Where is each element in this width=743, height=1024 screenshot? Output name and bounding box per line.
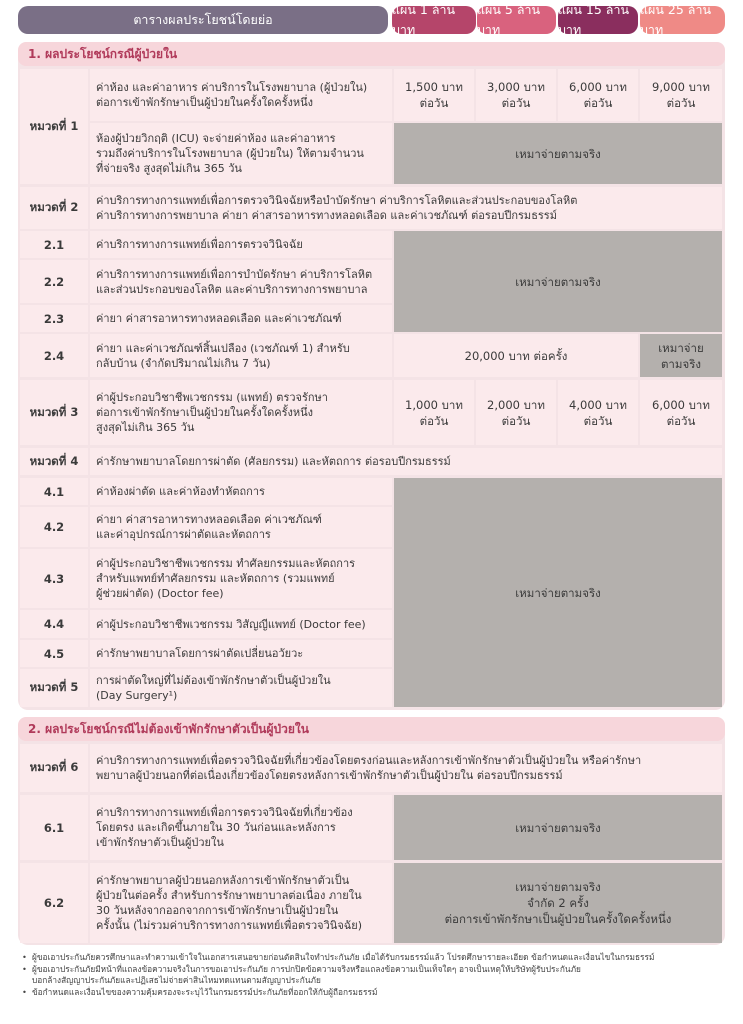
plan-25-header: แผน 25 ล้านบาท xyxy=(640,6,725,34)
item-4-5-desc: ค่ารักษาพยาบาลโดยการผ่าตัดเปลี่ยนอวัยวะ xyxy=(90,640,392,667)
footnote-1: • ผู้ขอเอาประกันภัยควรศึกษาและทำความเข้าใจในเอกสารเสนอขายก่อนตัดสินใจทำประกันภัย เมื่อได้รับกรมธรรม์แล้ว โปรดศึกษารายละเอียด ข้อกำหนดและเงื่อนไขในกรมธรรม์ xyxy=(22,952,655,962)
footnotes xyxy=(22,952,734,1018)
item-4-1-desc: ค่าห้องผ่าตัด และค่าห้องทำหัตถการ xyxy=(90,478,392,505)
item-6-1-value: เหมาจ่ายตามจริง xyxy=(394,795,722,860)
cat6-desc: ค่าบริการทางการแพทย์เพื่อตรวจวินิจฉัยที่เกี่ยวข้องโดยตรงก่อนและหลังการเข้าพักรักษาตัวเป็นผู้ป่วยใน หรือค่ารักษา พยาบาลผู้ป่วยนอกที่ต่อเนื่องเกี่ยวข้องโดยตรงหลังการเข้าพักรักษาตัวเป็นผู้ป่วยใน ต่อรอบปีกรมธรรม์ xyxy=(90,744,722,792)
footnote-2: • ผู้ขอเอาประกันภัยมีหน้าที่แถลงข้อความจริงในการขอเอาประกันภัย การปกปิดข้อความจริงหรือแถลงข้อความเป็นเท็จใดๆ อาจเป็นเหตุให้บริษัทผู้รับประกันภัย บอกล้างสัญญาประกันภัยและปฏิเสธไม่จ่ายค่าสินไหมทดแทนตามสัญญาประกันภัย xyxy=(22,963,581,985)
item-4-3-label: 4.3 xyxy=(20,549,88,608)
cat1-plan25-value: 9,000 บาท ต่อวัน xyxy=(640,69,722,121)
cat4-label: หมวดที่ 4 xyxy=(20,448,88,475)
cat2-desc: ค่าบริการทางการแพทย์เพื่อการตรวจวินิจฉัยหรือบำบัดรักษา ค่าบริการโลหิตและส่วนประกอบของโลหิต ค่าบริการทางการพยาบาล ค่ายา ค่าสารอาหารทางหลอดเลือด และค่าเวชภัณฑ์ ต่อรอบปีกรมธรรม์ xyxy=(90,187,722,229)
cat4-5-group-value: เหมาจ่ายตามจริง xyxy=(394,478,722,707)
table-title: ตารางผลประโยชน์โดยย่อ xyxy=(18,6,388,34)
item-2-4-label: 2.4 xyxy=(20,334,88,377)
item-6-2-desc: ค่ารักษาพยาบาลผู้ป่วยนอกหลังการเข้าพักรักษาตัวเป็น ผู้ป่วยในต่อครั้ง สำหรับการรักษาพยาบาลต่อเนื่อง ภายใน 30 วันหลังจากออกจากการเข้าพักรักษาเป็นผู้ป่วยใน ครั้งนั้น (ไม่รวมค่าบริการทางการแพทย์เพื่อตรวจวินิจฉัย) xyxy=(90,863,392,943)
item-6-2-value: เหมาจ่ายตามจริง จำกัด 2 ครั้ง ต่อการเข้าพักรักษาเป็นผู้ป่วยในครั้งใดครั้งหนึ่ง xyxy=(394,863,722,943)
cat1-room-desc: ค่าห้อง และค่าอาหาร ค่าบริการในโรงพยาบาล (ผู้ป่วยใน) ต่อการเข้าพักรักษาเป็นผู้ป่วยในครั้งใดครั้งหนึ่ง xyxy=(90,69,392,121)
cat3-plan25-value: 6,000 บาท ต่อวัน xyxy=(640,380,722,445)
item-6-2-label: 6.2 xyxy=(20,863,88,943)
item-4-3-desc: ค่าผู้ประกอบวิชาชีพเวชกรรม ทำศัลยกรรมและหัตถการ สำหรับแพทย์ทำศัลยกรรม และหัตถการ (รวมแพทย์ ผู้ช่วยผ่าตัด) (Doctor fee) xyxy=(90,549,392,608)
item-4-2-desc: ค่ายา ค่าสารอาหารทางหลอดเลือด ค่าเวชภัณฑ์ และค่าอุปกรณ์การผ่าตัดและหัตถการ xyxy=(90,507,392,547)
cat2-group-value: เหมาจ่ายตามจริง xyxy=(394,231,722,332)
cat3-plan1-value: 1,000 บาท ต่อวัน xyxy=(394,380,474,445)
cat1-plan5-value: 3,000 บาท ต่อวัน xyxy=(476,69,556,121)
item-2-2-desc: ค่าบริการทางการแพทย์เพื่อการบำบัดรักษา ค่าบริการโลหิต และส่วนประกอบของโลหิต และค่าบริการทางการพยาบาล xyxy=(90,260,392,303)
item-6-1-label: 6.1 xyxy=(20,795,88,860)
cat1-label: หมวดที่ 1 xyxy=(20,69,88,184)
item-2-3-label: 2.3 xyxy=(20,305,88,332)
item-2-4-value: 20,000 บาท ต่อครั้ง xyxy=(394,334,638,377)
item-4-4-label: 4.4 xyxy=(20,610,88,638)
section-1-title: 1. ผลประโยชน์กรณีผู้ป่วยใน xyxy=(18,42,725,66)
footnote-1-text: ผู้ขอเอาประกันภัยควรศึกษาและทำความเข้าใจในเอกสารเสนอขายก่อนตัดสินใจทำประกันภัย เมื่อได้รับกรมธรรม์แล้ว โปรดศึกษารายละเอียด ข้อกำหนดและเงื่อนไขในกรมธรรม์ xyxy=(32,952,655,962)
item-6-1-desc: ค่าบริการทางการแพทย์เพื่อการตรวจวินิจฉัยที่เกี่ยวข้อง โดยตรง และเกิดขึ้นภายใน 30 วันก่อนและหลังการ เข้าพักรักษาตัวเป็นผู้ป่วยใน xyxy=(90,795,392,860)
cat2-label: หมวดที่ 2 xyxy=(20,187,88,229)
item-2-2-label: 2.2 xyxy=(20,260,88,303)
cat3-label: หมวดที่ 3 xyxy=(20,380,88,445)
item-2-1-desc: ค่าบริการทางการแพทย์เพื่อการตรวจวินิจฉัย xyxy=(90,231,392,258)
cat1-icu-value: เหมาจ่ายตามจริง xyxy=(394,123,722,184)
plan-5-header: แผน 5 ล้านบาท xyxy=(477,6,556,34)
item-2-4-desc: ค่ายา และค่าเวชภัณฑ์สิ้นเปลือง (เวชภัณฑ์ 1) สำหรับ กลับบ้าน (จำกัดปริมาณไม่เกิน 7 วัน) xyxy=(90,334,392,377)
cat3-desc: ค่าผู้ประกอบวิชาชีพเวชกรรม (แพทย์) ตรวจรักษา ต่อการเข้าพักรักษาเป็นผู้ป่วยในครั้งใดครั้งหนึ่ง สูงสุดไม่เกิน 365 วัน xyxy=(90,380,392,445)
cat5-label: หมวดที่ 5 xyxy=(20,669,88,707)
cat5-desc: การผ่าตัดใหญ่ที่ไม่ต้องเข้าพักรักษาตัวเป็นผู้ป่วยใน (Day Surgery¹) xyxy=(90,669,392,707)
cat3-plan5-value: 2,000 บาท ต่อวัน xyxy=(476,380,556,445)
plan-15-header: แผน 15 ล้านบาท xyxy=(558,6,638,34)
item-4-2-label: 4.2 xyxy=(20,507,88,547)
cat4-desc: ค่ารักษาพยาบาลโดยการผ่าตัด (ศัลยกรรม) และหัตถการ ต่อรอบปีกรมธรรม์ xyxy=(90,448,722,475)
plan-1-header: แผน 1 ล้านบาท xyxy=(392,6,476,34)
footnote-3-text: ข้อกำหนดและเงื่อนไขของความคุ้มครองจะระบุไว้ในกรมธรรม์ประกันภัยที่ออกให้กับผู้ถือกรมธรรม์ xyxy=(32,986,378,997)
item-2-4-plan25-value: เหมาจ่าย ตามจริง xyxy=(640,334,722,377)
item-4-5-label: 4.5 xyxy=(20,640,88,667)
item-4-4-desc: ค่าผู้ประกอบวิชาชีพเวชกรรม วิสัญญีแพทย์ (Doctor fee) xyxy=(90,610,392,638)
cat3-plan15-value: 4,000 บาท ต่อวัน xyxy=(558,380,638,445)
cat1-plan15-value: 6,000 บาท ต่อวัน xyxy=(558,69,638,121)
cat1-icu-desc: ห้องผู้ป่วยวิกฤติ (ICU) จะจ่ายค่าห้อง และค่าอาหาร รวมถึงค่าบริการในโรงพยาบาล (ผู้ป่วยใน) ให้ตามจำนวน ที่จ่ายจริง สูงสุดไม่เกิน 365 วัน xyxy=(90,123,392,184)
cat1-plan1-value: 1,500 บาท ต่อวัน xyxy=(394,69,474,121)
footnote-3: • ข้อกำหนดและเงื่อนไขของความคุ้มครองจะระบุไว้ในกรมธรรม์ประกันภัยที่ออกให้กับผู้ถือกรมธรรม์ xyxy=(22,986,378,997)
section-2-title: 2. ผลประโยชน์กรณีไม่ต้องเข้าพักรักษาตัวเป็นผู้ป่วยใน xyxy=(18,717,725,741)
footnote-2-text: ผู้ขอเอาประกันภัยมีหน้าที่แถลงข้อความจริงในการขอเอาประกันภัย การปกปิดข้อความจริงหรือแถลงข้อความเป็นเท็จใดๆ อาจเป็นเหตุให้บริษัทผู้รับประกันภัย บอกล้างสัญญาประกันภัยและปฏิเสธไม่จ่ายค่าสินไหมทดแทนตามสัญญาประกันภัย xyxy=(32,963,581,985)
cat6-label: หมวดที่ 6 xyxy=(20,744,88,792)
item-4-1-label: 4.1 xyxy=(20,478,88,505)
item-2-1-label: 2.1 xyxy=(20,231,88,258)
item-2-3-desc: ค่ายา ค่าสารอาหารทางหลอดเลือด และค่าเวชภัณฑ์ xyxy=(90,305,392,332)
